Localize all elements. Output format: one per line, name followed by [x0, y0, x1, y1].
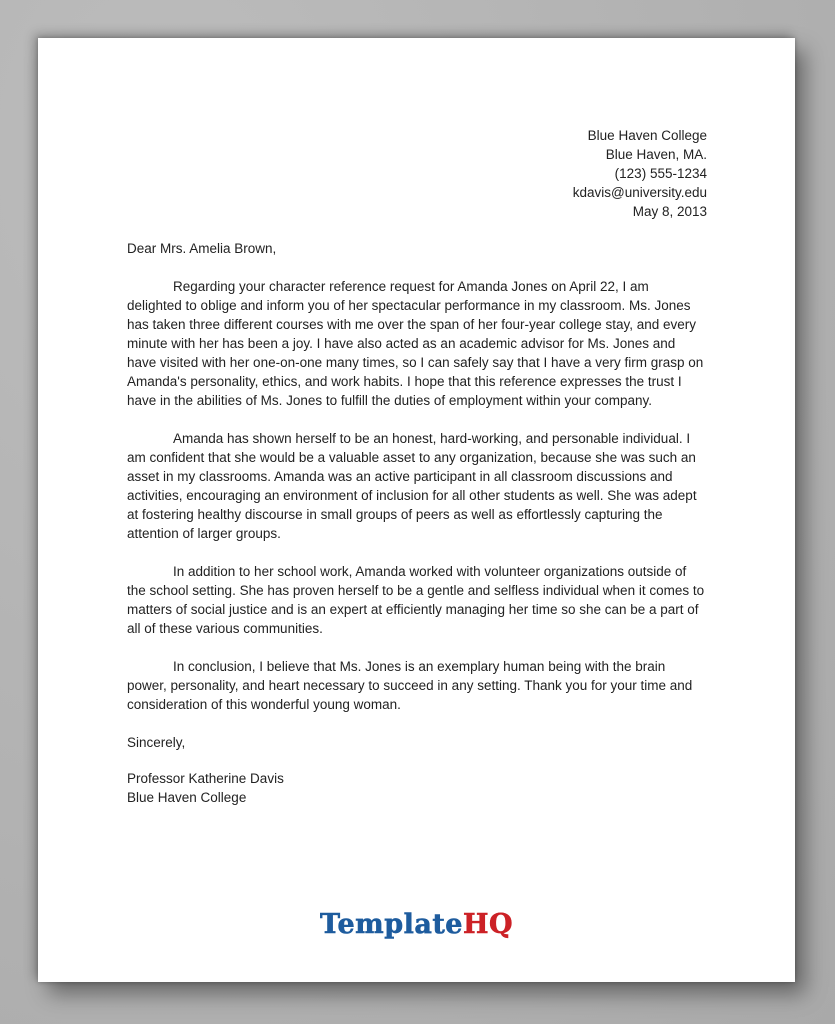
closing: Sincerely, — [127, 735, 186, 750]
sender-email: kdavis@university.edu — [572, 185, 707, 200]
salutation: Dear Mrs. Amelia Brown, — [127, 241, 277, 256]
letter-page — [38, 38, 795, 982]
logo-text-hq: HQ — [463, 909, 514, 940]
signature-block — [127, 769, 707, 807]
sender-college: Blue Haven College — [587, 128, 707, 143]
paragraph-4: In conclusion, I believe that Ms. Jones is an exemplary human being with the brain power, personality, and heart necessary to succeed in any setting. Thank you for your time and consideration of this wonderful young woman. — [127, 659, 693, 712]
signature-affiliation: Blue Haven College — [127, 790, 247, 805]
sender-header — [127, 126, 707, 221]
templatehq-logo — [38, 909, 795, 940]
logo-text-template: Template — [319, 909, 463, 940]
paragraph-2: Amanda has shown herself to be an honest, hard-working, and personable individual. I am confident that she would be a valuable asset to any organization, because she was such an asset in my classrooms. Amanda was an active participant in all classroom discussions and activities, encouraging an environment of inclusion for all other students as well. She was adept at fostering healthy discourse in small groups of peers as well as effortlessly capturing the attention of larger groups. — [127, 431, 697, 541]
paragraph-1: Regarding your character reference request for Amanda Jones on April 22, I am delighted to oblige and inform you of her spectacular performance in my classroom. Ms. Jones has taken three different courses with me over the span of her four-year college stay, and every minute with her has been a joy. I have also acted as an academic advisor for Ms. Jones and have visited with her one-on-one many times, so I can safely say that I have a very firm grasp on Amanda's personality, ethics, and work habits. I hope that this reference expresses the trust I have in the abilities of Ms. Jones to fulfill the duties of employment within your company. — [127, 279, 704, 408]
paragraph-3: In addition to her school work, Amanda worked with volunteer organizations outside of the school setting. She has proven herself to be a gentle and selfless individual when it comes to matters of social justice and is an expert at efficiently managing her time so she can be a part of all of these various communities. — [127, 564, 705, 636]
signature-name: Professor Katherine Davis — [127, 771, 284, 786]
letter-body — [127, 239, 707, 807]
letter-date: May 8, 2013 — [632, 204, 707, 219]
sender-location: Blue Haven, MA. — [605, 147, 707, 162]
sender-phone: (123) 555-1234 — [614, 166, 707, 181]
